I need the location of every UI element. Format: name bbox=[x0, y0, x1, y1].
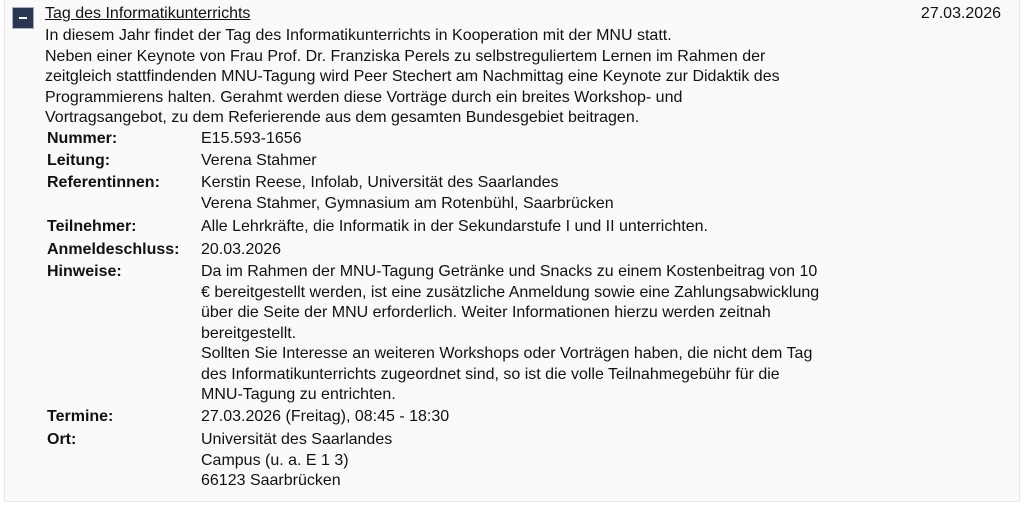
value-line: Verena Stahmer bbox=[201, 152, 317, 169]
label-anmeldeschluss: Anmeldeschluss: bbox=[47, 241, 180, 258]
value-line: Universität des Saarlandes bbox=[201, 431, 393, 448]
label-teilnehmer: Teilnehmer: bbox=[47, 218, 137, 235]
value-line: Sollten Sie Interesse an weiteren Workshops oder Vorträgen haben, die nicht dem Tag bbox=[201, 345, 813, 362]
description-line: Neben einer Keynote von Frau Prof. Dr. Franziska Perels zu selbstreguliertem Lernen im Rahmen der bbox=[45, 47, 766, 65]
label-leitung: Leitung: bbox=[47, 152, 111, 169]
value-nummer bbox=[201, 129, 302, 150]
value-line: Alle Lehrkräfte, die Informatik in der Sekundarstufe I und II unterrichten. bbox=[201, 218, 708, 235]
value-line: 66123 Saarbrücken bbox=[201, 472, 341, 489]
value-termine bbox=[201, 407, 449, 428]
value-line: Campus (u. a. E 1 3) bbox=[201, 451, 349, 469]
label-termine: Termine: bbox=[47, 408, 114, 425]
value-line: über die Seite der MNU erforderlich. Weiter Informationen hierzu werden zeitnah bbox=[201, 304, 771, 321]
collapse-button[interactable] bbox=[12, 7, 34, 29]
value-line: Kerstin Reese, Infolab, Universität des Saarlandes bbox=[201, 174, 559, 191]
value-line: Da im Rahmen der MNU-Tagung Getränke und Snacks zu einem Kostenbeitrag von 10 bbox=[201, 263, 818, 280]
description-line: Programmierens halten. Gerahmt werden diese Vorträge durch ein breites Workshop- und bbox=[45, 88, 683, 106]
value-line: bereitgestellt. bbox=[201, 324, 297, 342]
value-leitung bbox=[201, 151, 317, 172]
value-anmeldeschluss bbox=[201, 240, 281, 261]
description-line: In diesem Jahr findet der Tag des Informatikunterrichts in Kooperation mit der MNU statt. bbox=[45, 27, 672, 44]
value-line: 20.03.2026 bbox=[201, 241, 282, 258]
label-nummer: Nummer: bbox=[47, 130, 118, 147]
course-title-link[interactable]: Tag des Informatikunterrichts bbox=[45, 5, 251, 22]
value-teilnehmer bbox=[201, 217, 708, 238]
value-line: 27.03.2026 (Freitag), 08:45 - 18:30 bbox=[201, 408, 450, 425]
value-line: € bereitgestellt werden, ist eine zusätzliche Anmeldung sowie eine Zahlungsabwicklung bbox=[201, 283, 820, 301]
value-line: MNU-Tagung zu entrichten. bbox=[201, 386, 396, 403]
value-hinweise bbox=[201, 262, 819, 406]
course-description bbox=[45, 26, 885, 129]
label-ort: Ort: bbox=[47, 431, 77, 448]
minus-icon bbox=[19, 17, 27, 19]
value-line: E15.593-1656 bbox=[201, 130, 302, 147]
description-line: Vortragsangebot, zu dem Referierende aus dem gesamten Bundesgebiet beitragen. bbox=[45, 109, 640, 126]
value-ort bbox=[201, 430, 392, 492]
description-line: zeitgleich stattfindenden MNU-Tagung wird Peer Stechert am Nachmittag eine Keynote zur Didaktik des bbox=[45, 68, 780, 85]
course-card bbox=[4, 0, 1020, 502]
value-referentinnen bbox=[201, 173, 614, 214]
label-hinweise: Hinweise: bbox=[47, 263, 122, 280]
label-referentinnen: Referentinnen: bbox=[47, 174, 160, 191]
value-line: des Informatikunterrichts zugeordnet sind, so ist die volle Teilnahmegebühr für die bbox=[201, 365, 780, 383]
course-date: 27.03.2026 bbox=[920, 5, 1001, 22]
value-line: Verena Stahmer, Gymnasium am Rotenbühl, Saarbrücken bbox=[201, 194, 614, 212]
